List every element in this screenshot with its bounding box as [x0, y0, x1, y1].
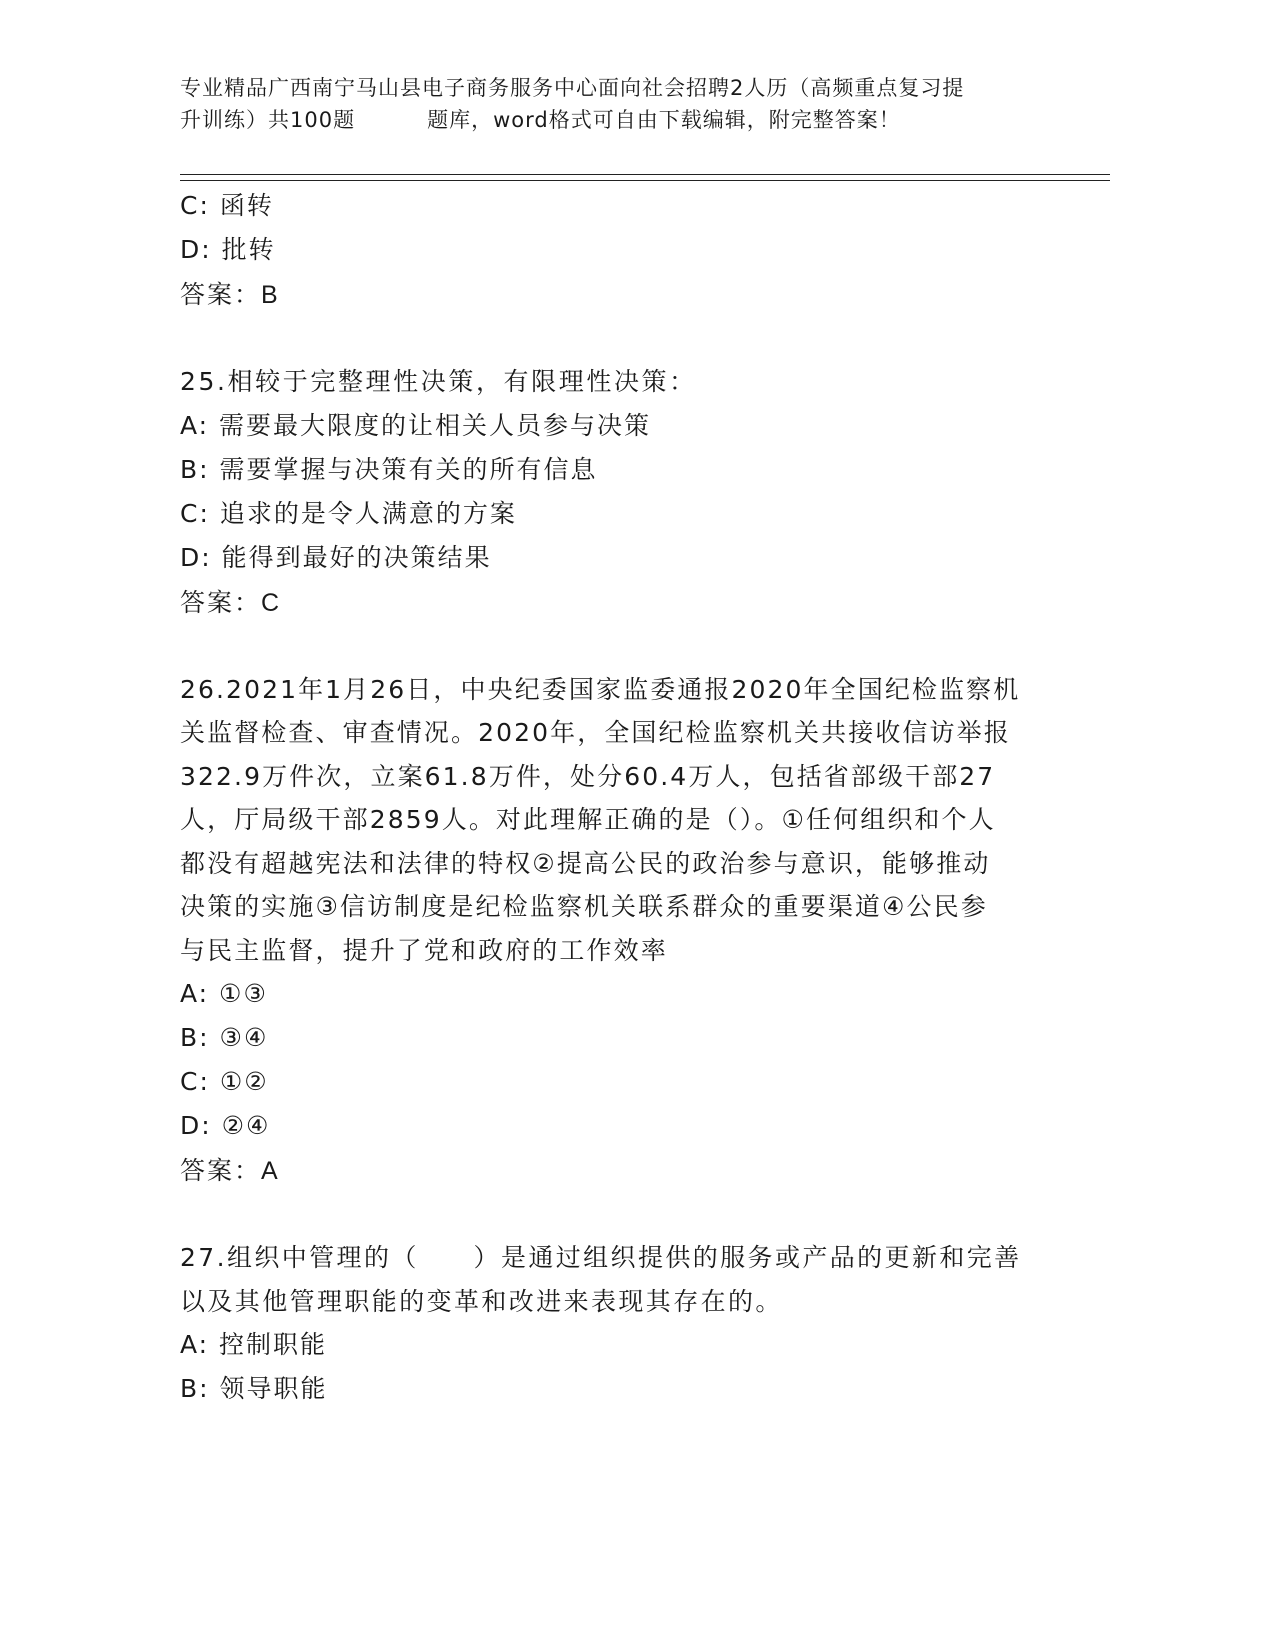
option-text: ①②	[219, 1067, 269, 1096]
question-stem: 25.相较于完整理性决策，有限理性决策：	[180, 367, 697, 396]
option-label: A:	[180, 979, 210, 1008]
header-title-part-b: 题库，word格式可自由下载编辑，附完整答案！	[427, 108, 901, 132]
option-text: 追求的是令人满意的方案	[219, 498, 517, 528]
answer-label: 答案：	[180, 1156, 262, 1185]
question-content	[180, 184, 1060, 1411]
option-d	[180, 536, 1060, 580]
option-label: D:	[180, 235, 212, 264]
question-stem-line: 27.组织中管理的（ ）是通过组织提供的服务或产品的更新和完善	[180, 1243, 1022, 1272]
header-title-line-1: 专业精品广西南宁马山县电子商务服务中心面向社会招聘2人历（高频重点复习提	[180, 76, 965, 100]
question-stem-line: 都没有超越宪法和法律的特权②提高公民的政治参与意识，能够推动	[180, 848, 991, 878]
option-a	[180, 972, 1060, 1016]
option-text: 函转	[219, 191, 274, 220]
option-a	[180, 1323, 1060, 1367]
answer-label: 答案：	[180, 280, 262, 309]
option-a	[180, 404, 1060, 448]
answer-value: A	[261, 1157, 278, 1185]
answer-value: B	[261, 281, 278, 309]
option-label: D:	[180, 1111, 212, 1140]
option-text: ①③	[219, 979, 268, 1008]
question-stem-line: 关监督检查、审查情况。2020年，全国纪检监察机关共接收信访举报	[180, 718, 1011, 747]
option-label: A:	[180, 1330, 210, 1359]
option-text: ③④	[219, 1023, 269, 1052]
option-label: B:	[180, 454, 210, 484]
question-stem-line: 人，厅局级干部2859人。对此理解正确的是（）。①任何组织和个人	[180, 805, 996, 834]
question-spacer	[180, 318, 1060, 360]
option-label: C:	[180, 498, 210, 528]
answer-value: C	[261, 588, 280, 617]
header-divider-bottom	[180, 180, 1110, 181]
page-header	[180, 72, 1060, 136]
option-label: B:	[180, 1023, 210, 1052]
option-c	[180, 492, 1060, 536]
option-b	[180, 448, 1060, 492]
option-d	[180, 228, 1060, 272]
option-text: 控制职能	[219, 1330, 328, 1359]
question-stem-line: 决策的实施③信访制度是纪检监察机关联系群众的重要渠道④公民参	[180, 892, 988, 921]
question-stem-line: 322.9万件次，立案61.8万件，处分60.4万人，包括省部级干部27	[180, 761, 996, 791]
question-25	[180, 360, 1060, 626]
option-label: A:	[180, 410, 210, 440]
option-text: 能得到最好的决策结果	[221, 542, 492, 572]
option-d	[180, 1104, 1060, 1148]
option-label: C:	[180, 1067, 210, 1096]
answer-line	[180, 580, 1060, 626]
question-24-tail	[180, 184, 1060, 318]
option-label: B:	[180, 1374, 210, 1403]
option-b	[180, 1367, 1060, 1411]
option-c	[180, 184, 1060, 228]
option-text: 需要掌握与决策有关的所有信息	[219, 454, 598, 484]
header-divider-top	[180, 174, 1110, 175]
question-26	[180, 668, 1060, 1195]
option-b	[180, 1016, 1060, 1060]
question-stem-line: 26.2021年1月26日，中央纪委国家监委通报2020年全国纪检监察机	[180, 674, 1021, 704]
option-text: 批转	[221, 235, 276, 264]
option-label: D:	[180, 542, 212, 572]
header-title-line-2	[180, 104, 1060, 136]
question-stem-line: 与民主监督，提升了党和政府的工作效率	[180, 935, 668, 965]
answer-label: 答案：	[180, 587, 262, 617]
question-stem-line: 以及其他管理职能的变革和改进来表现其存在的。	[180, 1286, 783, 1316]
question-spacer	[180, 1194, 1060, 1236]
option-c	[180, 1060, 1060, 1104]
question-spacer	[180, 626, 1060, 668]
header-title-part-a: 升训练）共100题	[180, 108, 356, 132]
option-text: ②④	[221, 1111, 271, 1140]
option-text: 领导职能	[219, 1374, 328, 1403]
option-text: 需要最大限度的让相关人员参与决策	[219, 410, 652, 440]
answer-line	[180, 272, 1060, 318]
option-label: C:	[180, 191, 210, 220]
question-27	[180, 1236, 1060, 1411]
answer-line	[180, 1148, 1060, 1194]
